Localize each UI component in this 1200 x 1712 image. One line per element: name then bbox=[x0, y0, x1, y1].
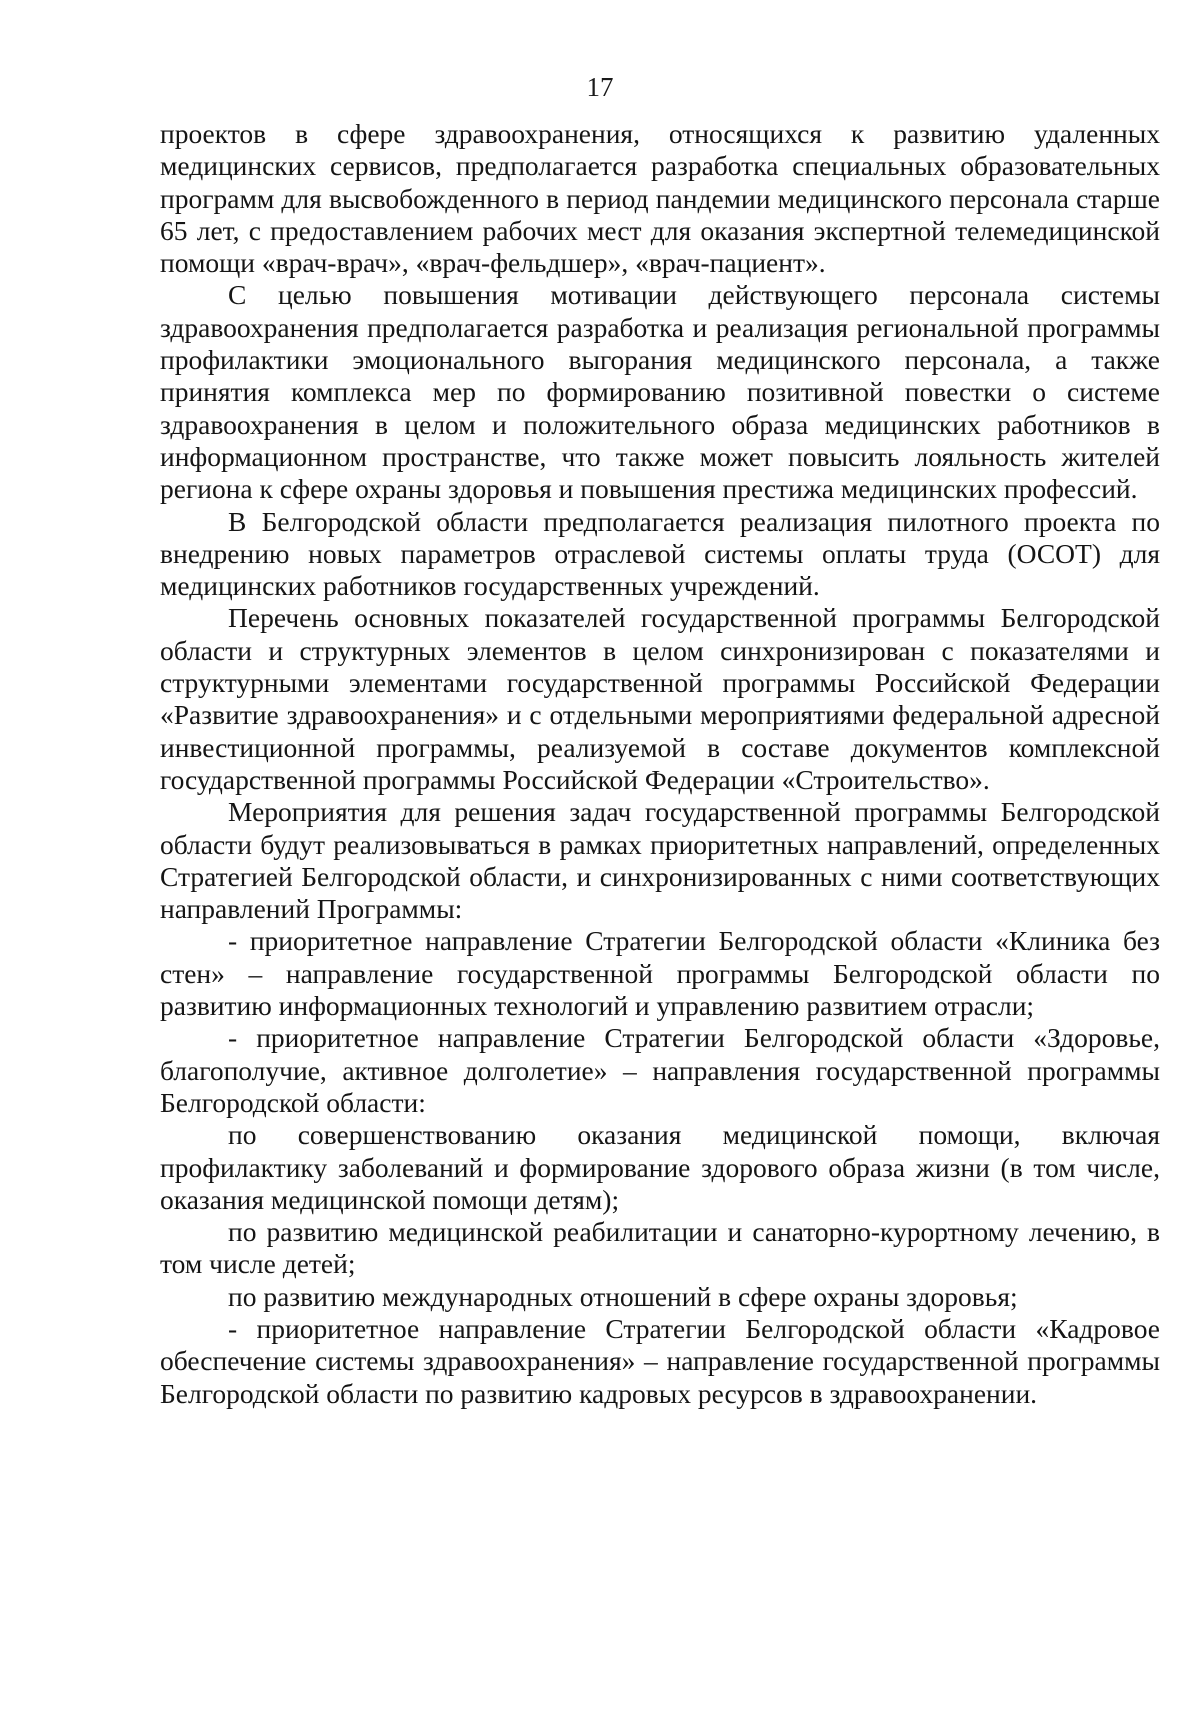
paragraph-2: С целью повышения мотивации действующего персонала системы здравоохранения предполагается разработка и реализация региональной программы профилактики эмоционального выгорания медицинского персонала, а также принятия комплекса мер по формированию позитивной повестки о системе здравоохранения в целом и положительного образа медицинских работников в информационном пространстве, что также может повысить лояльность жителей региона к сфере охраны здоровья и повышения престижа медицинских профессий. bbox=[160, 279, 1160, 505]
page-number: 17 bbox=[586, 72, 614, 102]
list-item-clinic-without-walls: - приоритетное направление Стратегии Белгородской области «Клиника без стен» – направление государственной программы Белгородской области по развитию информационных технологий и управлению развитием отрасли; bbox=[160, 925, 1160, 1022]
sub-item-rehabilitation: по развитию медицинской реабилитации и санаторно-курортному лечению, в том числе детей; bbox=[160, 1216, 1160, 1280]
sub-item-medical-care: по совершенствованию оказания медицинской помощи, включая профилактику заболеваний и формирование здорового образа жизни (в том числе, оказания медицинской помощи детям); bbox=[160, 1119, 1160, 1215]
sub-item-international-relations: по развитию международных отношений в сфере охраны здоровья; bbox=[228, 1280, 1018, 1312]
paragraph-5: Мероприятия для решения задач государственной программы Белгородской области будут реализовываться в рамках приоритетных направлений, определенных Стратегией Белгородской области, и синхронизированных с ними соответствующих направлений Программы: bbox=[160, 796, 1160, 925]
document-body bbox=[160, 118, 1160, 1410]
paragraph-1: проектов в сфере здравоохранения, относящихся к развитию удаленных медицинских сервисов, предполагается разработка специальных образовательных программ для высвобожденного в период пандемии медицинского персонала старше 65 лет, с предоставлением рабочих мест для оказания экспертной телемедицинской помощи «врач-врач», «врач-фельдшер», «врач-пациент». bbox=[160, 118, 1160, 279]
list-item-staffing: - приоритетное направление Стратегии Белгородской области «Кадровое обеспечение системы здравоохранения» – направление государственной программы Белгородской области по развитию кадровых ресурсов в здравоохранении. bbox=[160, 1312, 1160, 1409]
list-item-health-wellbeing: - приоритетное направление Стратегии Белгородской области «Здоровье, благополучие, активное долголетие» – направления государственной программы Белгородской области: bbox=[160, 1022, 1160, 1118]
paragraph-3: В Белгородской области предполагается реализация пилотного проекта по внедрению новых параметров отраслевой системы оплаты труда (ОСОТ) для медицинских работников государственных учреждений. bbox=[160, 505, 1160, 602]
paragraph-4: Перечень основных показателей государственной программы Белгородской области и структурных элементов в целом синхронизирован с показателями и структурными элементами государственной программы Российской Федерации «Развитие здравоохранения» и с отдельными мероприятиями федеральной адресной инвестиционной программы, реализуемой в составе документов комплексной государственной программы Российской Федерации «Строительство». bbox=[160, 602, 1160, 795]
